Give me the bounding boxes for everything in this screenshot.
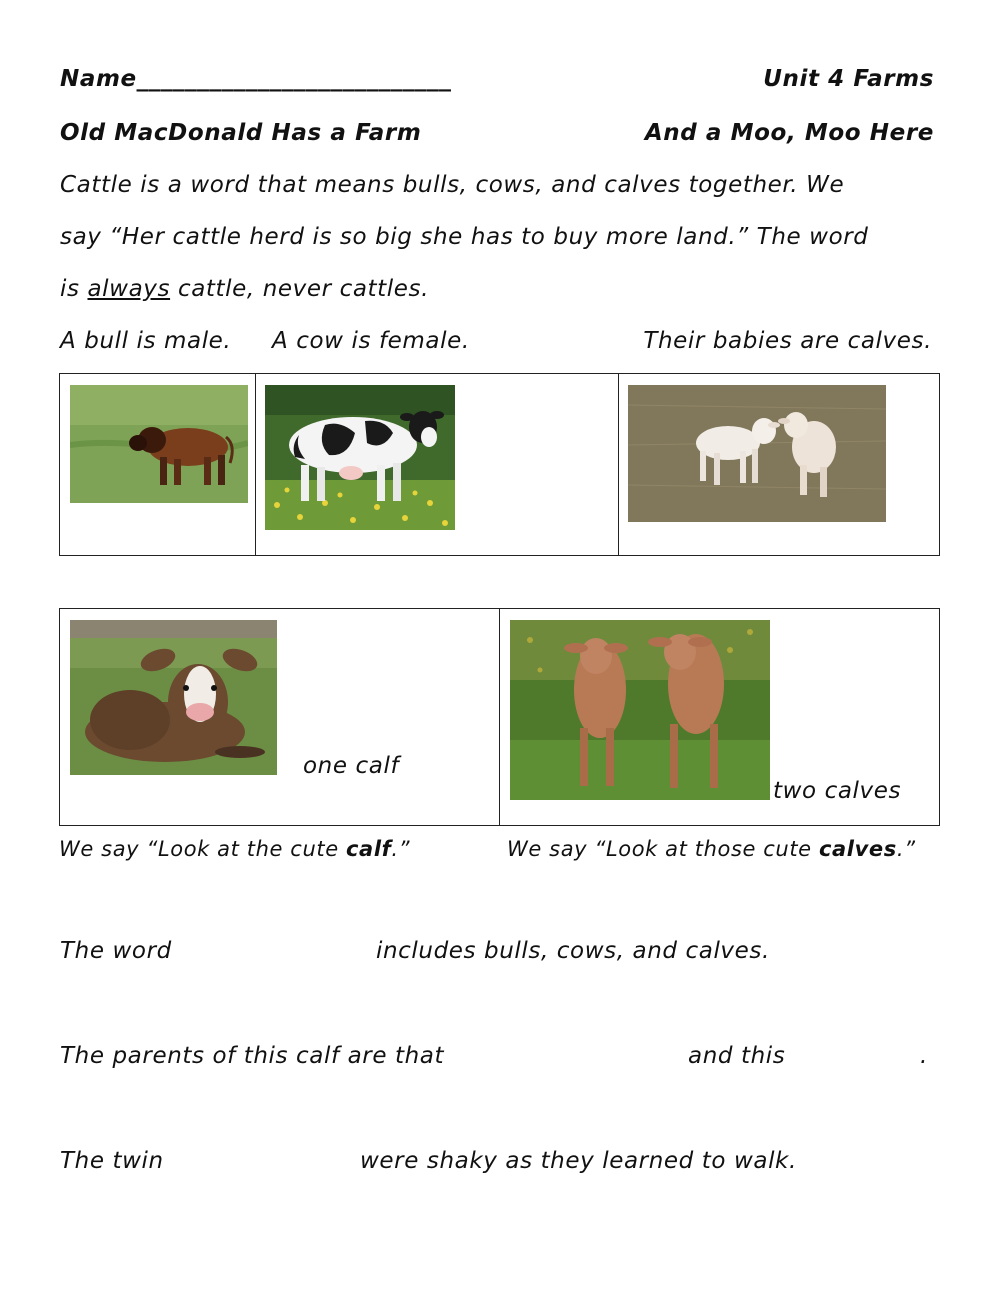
intro-line-3-post: cattle, never cattles.	[170, 276, 429, 302]
calves-example-post: .”	[896, 837, 916, 861]
calves-example-bold: calves	[818, 837, 897, 861]
q3-pre: The twin	[60, 1148, 164, 1174]
intro-line-1: Cattle is a word that means bulls, cows, and calves together. We	[60, 172, 845, 198]
calves-definition: Their babies are calves.	[643, 328, 932, 354]
calves-example-pre: We say “Look at those cute	[507, 837, 819, 861]
two-calves-photo	[510, 620, 770, 800]
one-calf-photo	[70, 620, 277, 775]
name-label: Name	[60, 66, 137, 92]
name-field[interactable]	[60, 66, 451, 92]
name-line: __________________________	[136, 66, 452, 92]
q1-post: includes bulls, cows, and calves.	[376, 938, 770, 964]
q2-blank-1[interactable]	[485, 1043, 675, 1069]
q3-blank[interactable]	[180, 1148, 350, 1174]
two-calves-label: two calves	[773, 778, 902, 804]
intro-line-3-pre: is	[60, 276, 88, 302]
cow-photo	[265, 385, 455, 530]
q1-blank[interactable]	[190, 938, 365, 964]
q2-blank-2[interactable]	[805, 1043, 915, 1069]
q1-pre: The word	[60, 938, 172, 964]
q2-pre: The parents of this calf are that	[60, 1043, 445, 1069]
calf-example-post: .”	[391, 837, 411, 861]
song-subtitle: And a Moo, Moo Here	[644, 120, 934, 146]
q2-mid: and this	[688, 1043, 786, 1069]
calves-example	[507, 837, 916, 861]
intro-line-3	[60, 276, 429, 302]
q2-end: .	[920, 1043, 928, 1069]
calves-photo	[628, 385, 886, 522]
bull-photo	[70, 385, 248, 503]
unit-title: Unit 4 Farms	[763, 66, 934, 92]
intro-underlined-word: always	[87, 276, 171, 302]
one-calf-label: one calf	[303, 753, 400, 779]
calf-example-bold: calf	[346, 837, 392, 861]
calf-example	[59, 837, 410, 861]
cow-definition: A cow is female.	[272, 328, 470, 354]
song-title: Old MacDonald Has a Farm	[60, 120, 422, 146]
bull-definition: A bull is male.	[60, 328, 232, 354]
q3-post: were shaky as they learned to walk.	[360, 1148, 797, 1174]
calf-example-pre: We say “Look at the cute	[59, 837, 346, 861]
intro-line-2: say “Her cattle herd is so big she has to buy more land.” The word	[60, 224, 869, 250]
